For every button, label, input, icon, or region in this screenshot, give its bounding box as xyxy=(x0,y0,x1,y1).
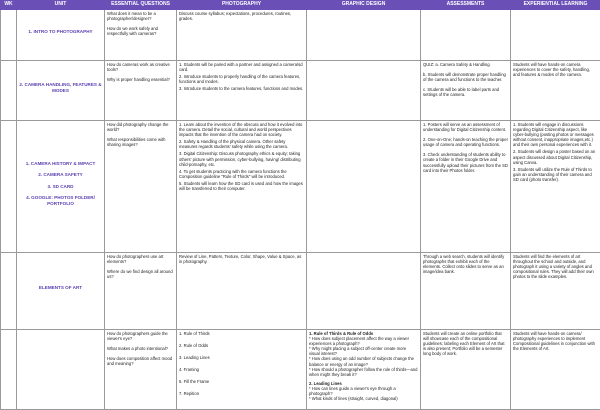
header-experiential-learning: EXPERIENTIAL LEARNING xyxy=(511,1,600,10)
experiential-cell xyxy=(511,121,600,253)
photography-cell xyxy=(177,61,307,121)
table-row-camera-history xyxy=(1,121,600,253)
wk-cell xyxy=(1,330,17,410)
graphic-design-title: 1. Rule of Thirds & Rule of Odds xyxy=(309,331,418,336)
questions-cell xyxy=(105,61,177,121)
unit-cell xyxy=(17,330,105,410)
header-graphic-design: GRAPHIC DESIGN xyxy=(307,1,421,10)
wk-cell xyxy=(1,253,17,330)
questions-cell xyxy=(105,253,177,330)
photography-text: 2. Introduce students to properly handling of the camera features, functions and modes. xyxy=(179,74,304,84)
experiential-cell xyxy=(511,253,600,330)
graphic-design-text: * How can lines guide a viewer's eye through a photograph? xyxy=(309,386,418,396)
photography-text: Review of Line, Pattern, Texture, Color, Shape, Value & Space, as in photography. xyxy=(179,254,304,264)
photography-text: Discuss course syllabus; expectations, procedures, routines, grades. xyxy=(179,11,304,21)
graphic-design-title: 2. Leading Lines xyxy=(309,381,418,386)
unit-cell xyxy=(17,10,105,61)
assessments-cell xyxy=(421,121,511,253)
photography-text: 1. Rule of Thirds xyxy=(179,331,304,336)
header-wk: WK xyxy=(1,1,17,10)
graphic-design-cell xyxy=(307,10,421,61)
assessment-text: 2. One-on-One; hands-on teaching the proper usage of camera and operating functions. xyxy=(423,137,508,147)
question-text: How does composition affect mood and meaning? xyxy=(107,356,174,366)
photography-text: 7. Repition xyxy=(179,391,304,396)
unit-cell xyxy=(17,253,105,330)
graphic-design-cell xyxy=(307,330,421,410)
graphic-design-text: * How should a photographer follow the rule of thirds—and when might they break it? xyxy=(309,367,418,377)
unit-cell xyxy=(17,121,105,253)
photography-cell xyxy=(177,10,307,61)
assessment-text: c. Students will be able to label parts and settings of the camera. xyxy=(423,87,508,97)
photography-text: 2. Rule of Odds xyxy=(179,343,304,348)
assessment-text: 3. Check understanding of students ability to create a folder in their Google Drive and successfully upload their pictures from the SD card into their Photos folder. xyxy=(423,152,508,172)
table-row-camera-handling xyxy=(1,61,600,121)
photography-cell xyxy=(177,330,307,410)
header-row xyxy=(1,1,600,10)
experiential-text: 2. Students will design a poster based on an aspect discussed about Digital Citizenship, using Canva. xyxy=(513,149,598,164)
header-assessments: ASSESSMENTS xyxy=(421,1,511,10)
photography-cell xyxy=(177,253,307,330)
questions-cell xyxy=(105,10,177,61)
experiential-cell xyxy=(511,10,600,61)
assessments-cell xyxy=(421,253,511,330)
graphic-design-text: * How does using an odd number of subjects change the balance or energy of an image? xyxy=(309,356,418,366)
experiential-text: Students will find the elements of art throughout the school and outside, and photograph it using a variety of angles and compositional rules. They will add their own photos to the slide examples. xyxy=(513,254,598,279)
question-text: How do photographers use art elements? xyxy=(107,254,174,264)
experiential-text: Students will have hands-on camera experiences to cover the safety, handling, and features & modes of the camera. xyxy=(513,62,598,77)
unit-title: 4. GOOGLE: PHOTOS FOLDER/ PORTFOLIO xyxy=(19,195,102,206)
question-text: What responsibilities come with sharing images? xyxy=(107,137,174,147)
graphic-design-text: * Why might placing a subject off-center create more visual interest? xyxy=(309,346,418,356)
unit-title: 3. SD CARD xyxy=(19,184,102,190)
assessments-cell xyxy=(421,330,511,410)
question-text: How do cameras work as creative tools? xyxy=(107,62,174,72)
photography-text: 5. Students will learn how the SD card is used and how the images will be transferred to their computer. xyxy=(179,181,304,191)
header-essential-questions: ESSENTIAL QUESTIONS xyxy=(105,1,177,10)
unit-title: 1. CAMERA HISTORY & IMPACT xyxy=(19,161,102,167)
unit-title: ELEMENTS OF ART xyxy=(19,285,102,291)
graphic-design-cell xyxy=(307,121,421,253)
experiential-text: Students will have hands-on camera/ photography experiences to implement Compositional guidelines in conjunction with the Elements of Art. xyxy=(513,331,598,351)
photography-text: 2. Safety & Handling of the physical camera. Other safety measures regards students' safety while using the camera. xyxy=(179,139,304,149)
table-row-composition xyxy=(1,330,600,410)
unit-title: 1. INTRO TO PHOTOGRAPHY xyxy=(19,29,102,35)
table-row-elements-of-art xyxy=(1,253,600,330)
question-text: Why is proper handling essential? xyxy=(107,77,174,82)
question-text: What does it mean to be a photographer/designer? xyxy=(107,11,174,21)
header-photography: PHOTOGRAPHY xyxy=(177,1,307,10)
assessment-text: Students will create an online portfolio that will showcase each of the compositional guidelines; labeling each Element of Art that is also present; Portfolio will be a semester long body of work. xyxy=(423,331,508,356)
experiential-cell xyxy=(511,330,600,410)
table-row-intro xyxy=(1,10,600,61)
photography-text: 3. Leading Lines xyxy=(179,355,304,360)
experiential-text: 3. Students will utilize the Rule of Thirds to gain an understanding of their camera and SD card (photo transfer). xyxy=(513,167,598,182)
questions-cell xyxy=(105,330,177,410)
photography-text: 1. Learn about the invention of the obscura and how it evolved into the camera. Detail the social, cultural and world perspectives impacts that the invention of the camera had on society. xyxy=(179,122,304,137)
experiential-text: 1. Students will engage in discussions regarding Digital Citizenship aspect, like cyber-bullying (posting photos or messages without consent, inappropriate images,etc.) and their own personal experiences with it. xyxy=(513,122,598,147)
unit-cell xyxy=(17,61,105,121)
question-text: What makes a photo intentional? xyxy=(107,346,174,351)
photography-text: 3. Introduce students to the camera features, functions and modes. xyxy=(179,86,304,91)
graphic-design-text: * How does subject placement affect the way a viewer experiences a photograph? xyxy=(309,336,418,346)
question-text: How do we work safely and respectfully with cameras? xyxy=(107,26,174,36)
photography-text: 4. Framing xyxy=(179,367,304,372)
graphic-design-text: * What kinds of lines (straight, curved, diagonal) xyxy=(309,396,418,401)
photography-text: 4. To get students practicing with the camera functions the Composition guideline "Rule of Thirds" will be introduced. xyxy=(179,169,304,179)
graphic-design-cell xyxy=(307,253,421,330)
wk-cell xyxy=(1,10,17,61)
unit-title: 2. CAMERA HANDLING, FEATURES & MODES xyxy=(19,82,102,93)
questions-cell xyxy=(105,121,177,253)
question-text: How do photographers guide the viewer's eye? xyxy=(107,331,174,341)
photography-text: 5. Fill the Frame xyxy=(179,379,304,384)
assessment-text: 1. Posters will serve as an assessment of understanding for Digital Citizenship content. xyxy=(423,122,508,132)
wk-cell xyxy=(1,121,17,253)
assessment-text: b. Students will demonstrate proper handling of the camera and functions to the teacher. xyxy=(423,72,508,82)
assessments-cell xyxy=(421,61,511,121)
wk-cell xyxy=(1,61,17,121)
photography-cell xyxy=(177,121,307,253)
photography-text: 3. Digital Citizenship: Discuss photography ethics & equity; taking others' picture with permission, cyber-bullying, having/ distributing child-pornaphy, etc. xyxy=(179,151,304,166)
assessment-text: QUIZ: a. Camera Safety & Handling. xyxy=(423,62,508,67)
experiential-cell xyxy=(511,61,600,121)
assessments-cell xyxy=(421,10,511,61)
graphic-design-cell xyxy=(307,61,421,121)
assessment-text: Through a web search, students will identify photographs that exhibit each of the elements. Collect onto slides to serve as an image/idea bank. xyxy=(423,254,508,274)
question-text: Where do we find design all around us? xyxy=(107,269,174,279)
unit-title: 2. CAMERA SAFETY xyxy=(19,172,102,178)
header-unit: UNIT xyxy=(17,1,105,10)
photography-text: 1. Students will be paired with a partner and assigned a camera/sd card. xyxy=(179,62,304,72)
question-text: How did photography change the world? xyxy=(107,122,174,132)
